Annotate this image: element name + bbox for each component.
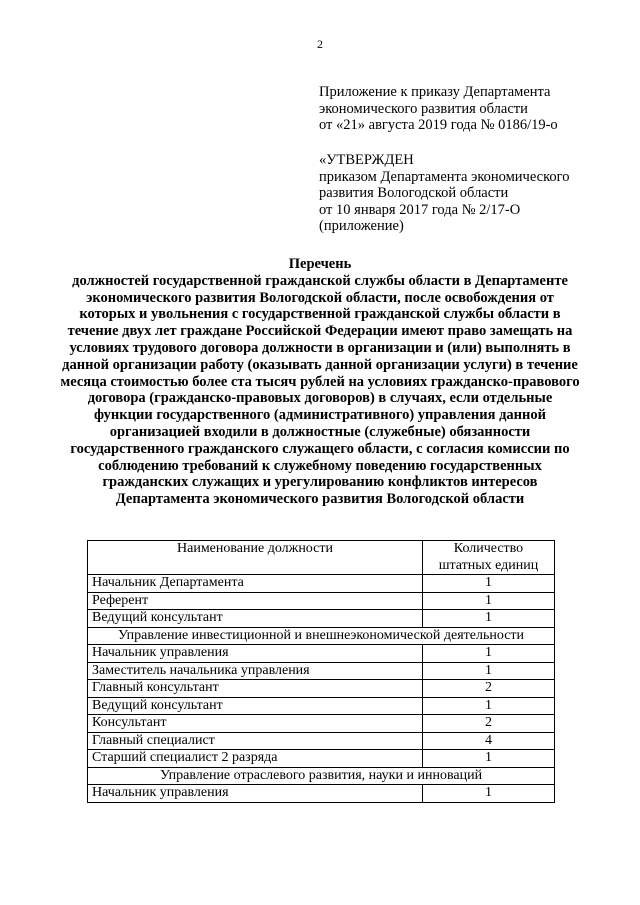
staff-count: 1: [423, 785, 555, 803]
table-header-row: [88, 541, 555, 575]
table-row: [88, 680, 555, 698]
annex-line: экономического развития области: [319, 100, 528, 117]
position-name: Консультант: [88, 715, 423, 733]
table-row: [88, 592, 555, 610]
position-name: Начальник управления: [88, 645, 423, 663]
document-title: [60, 256, 580, 508]
header-staff-count: Количество штатных единиц: [423, 541, 555, 575]
table-row: [88, 645, 555, 663]
section-row: [88, 767, 555, 785]
approved-line: приказом Департамента экономического: [319, 168, 570, 185]
staff-count: 2: [423, 715, 555, 733]
title-heading: Перечень: [288, 256, 352, 272]
position-name: Главный специалист: [88, 732, 423, 750]
positions-table: [87, 540, 555, 803]
section-title: Управление инвестиционной и внешнеэкономической деятельности: [88, 627, 555, 645]
approved-line: развития Вологодской области: [319, 185, 509, 201]
table-row: [88, 785, 555, 803]
approved-line: от 10 января 2017 года № 2/17-О: [319, 201, 521, 218]
page-number: 2: [317, 37, 323, 51]
table-row: [88, 575, 555, 593]
title-body: должностей государственной гражданской службы области в Департаменте экономического развития Вологодской области, после освобождения от которых и увольнения с государственной гражданской службы области в течение двух лет граждане Российской Федерации имеют право замещать на условиях трудового договора должности в организации и (или) выполнять в данной организации работу (оказывать данной организации услуги) в течение месяца стоимостью более ста тысяч рублей на условиях гражданско-правового договора (гражданско-правовых договоров) в случаях, если отдельные функции государственного (административного) управления данной организацией входили в должностные (служебные) обязанности государственного гражданского служащего области, с согласия комиссии по соблюдению требований к служебному поведению государственных гражданских служащих и урегулированию конфликтов интересов Департамента экономического развития Вологодской области: [60, 272, 580, 508]
staff-count: 1: [423, 592, 555, 610]
position-name: Ведущий консультант: [88, 610, 423, 628]
section-row: [88, 627, 555, 645]
table-row: [88, 662, 555, 680]
annex-line: от «21» августа 2019 года № 0186/19-о: [319, 117, 558, 133]
position-name: Главный консультант: [88, 680, 423, 698]
staff-count: 1: [423, 697, 555, 715]
annex-line: Приложение к приказу Департамента: [319, 84, 551, 100]
table-row: [88, 610, 555, 628]
position-name: Начальник Департамента: [88, 575, 423, 593]
position-name: Референт: [88, 592, 423, 610]
staff-count: 4: [423, 732, 555, 750]
approval-stamp-text: [319, 152, 569, 235]
position-name: Начальник управления: [88, 785, 423, 803]
table-row: [88, 732, 555, 750]
annex-note: [319, 84, 558, 134]
staff-count: 1: [423, 575, 555, 593]
position-name: Ведущий консультант: [88, 697, 423, 715]
table-body: [88, 575, 555, 803]
approved-line: (приложение): [319, 218, 404, 234]
header-position-name: Наименование должности: [88, 541, 423, 575]
table-row: [88, 697, 555, 715]
section-title: Управление отраслевого развития, науки и инноваций: [88, 767, 555, 785]
staff-count: 1: [423, 750, 555, 768]
staff-count: 1: [423, 662, 555, 680]
position-name: Старший специалист 2 разряда: [88, 750, 423, 768]
table-row: [88, 715, 555, 733]
table-row: [88, 750, 555, 768]
approved-line: «УТВЕРЖДЕН: [319, 152, 414, 168]
staff-count: 1: [423, 610, 555, 628]
staff-count: 1: [423, 645, 555, 663]
staff-count: 2: [423, 680, 555, 698]
position-name: Заместитель начальника управления: [88, 662, 423, 680]
